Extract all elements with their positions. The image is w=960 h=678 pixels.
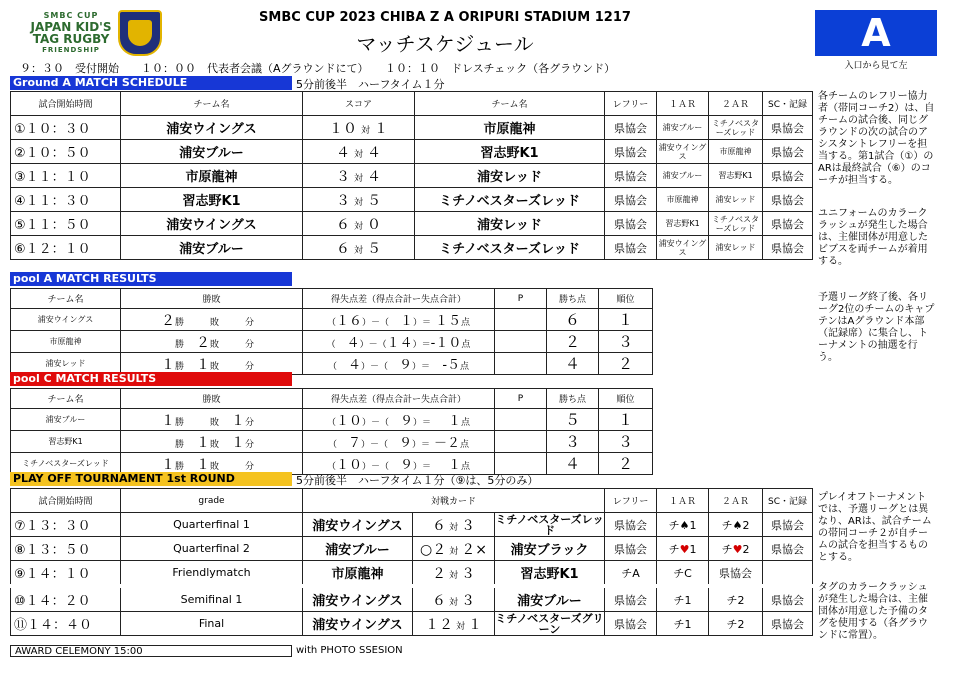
point-label: 点	[460, 362, 470, 372]
photo-session: with PHOTO SSESION	[296, 645, 403, 656]
referee: 県協会	[605, 537, 657, 561]
team-away: 浦安レッド	[415, 212, 605, 236]
score-away: １	[374, 120, 388, 137]
team-home: 市原龍神	[121, 164, 303, 188]
column-header: 得失点差（得点合計ー失点合計）	[303, 389, 495, 409]
point-difference: １	[448, 458, 462, 473]
label-lose: 敗	[209, 439, 219, 450]
vs-label: 対	[448, 597, 458, 608]
match-time: ⑦１３：３０	[11, 513, 121, 537]
point-difference-cell	[303, 409, 495, 431]
table-row	[11, 409, 653, 431]
point-label: 点	[460, 440, 470, 450]
points-for: ４	[346, 336, 360, 351]
table-row	[11, 116, 813, 140]
points-against: ９	[399, 458, 413, 473]
p-cell	[495, 409, 547, 431]
table-row	[11, 612, 813, 636]
point-difference-cell	[303, 431, 495, 453]
point-difference-cell	[303, 309, 495, 331]
team-name: 浦安ブルー	[11, 409, 121, 431]
vs-label: 対	[353, 149, 363, 160]
score-home: ６	[431, 517, 446, 534]
point-label: 点	[461, 340, 471, 350]
rank: ２	[599, 353, 653, 375]
point-difference: －２	[434, 436, 461, 451]
paren-middle: ）－（	[360, 440, 388, 450]
rank: ３	[599, 431, 653, 453]
vs-label: 対	[353, 197, 363, 208]
paren-close: ）＝	[412, 340, 431, 350]
column-header: ２ＡＲ	[709, 489, 763, 513]
schedule-table	[10, 91, 813, 260]
paren-close: ）＝	[413, 318, 432, 328]
paren-middle: ）－（	[361, 318, 389, 328]
referee: 県協会	[605, 140, 657, 164]
ground-letter: A	[815, 10, 937, 56]
grade: Semifinal 1	[121, 586, 303, 612]
rank: ３	[599, 331, 653, 353]
score-cell	[303, 164, 415, 188]
match-time: ⑩１４：２０	[11, 586, 121, 612]
playoff-table	[10, 488, 813, 636]
label-win: 勝	[174, 417, 184, 428]
pool-c-table	[10, 388, 653, 475]
column-header: チーム名	[11, 289, 121, 309]
label-lose: 敗	[209, 417, 219, 428]
paren-open: （	[326, 462, 336, 472]
scorer	[763, 561, 813, 587]
column-header: チーム名	[415, 92, 605, 116]
referee: 県協会	[605, 188, 657, 212]
assistant-referee-2: チ♥2	[709, 537, 763, 561]
score-away: １	[468, 616, 482, 633]
grade: Friendlymatch	[121, 561, 303, 587]
team-away: 浦安レッド	[415, 164, 605, 188]
column-header: grade	[121, 489, 303, 513]
score-cell	[413, 537, 495, 561]
column-header: ２ＡＲ	[709, 92, 763, 116]
score-cell	[413, 586, 495, 612]
score-cell	[413, 612, 495, 636]
column-header: チーム名	[121, 92, 303, 116]
match-time: ⑨１４：１０	[11, 561, 121, 587]
point-label: 点	[461, 462, 471, 472]
match-time: ⑪１４：４０	[11, 612, 121, 636]
match-time: ⑥１２：１０	[11, 236, 121, 260]
score-home: ４	[335, 144, 350, 161]
count-draw: １	[231, 412, 245, 429]
match-time: ③１１：１０	[11, 164, 121, 188]
pool-a-table	[10, 288, 653, 375]
score-away: ０	[367, 216, 381, 233]
count-win: １	[160, 412, 175, 429]
assistant-referee-1: 浦安ブルー	[657, 116, 709, 140]
league-points: ５	[547, 409, 599, 431]
scorer: 県協会	[763, 586, 813, 612]
rank: １	[599, 309, 653, 331]
column-header: １ＡＲ	[657, 489, 709, 513]
point-difference: １５	[435, 314, 462, 329]
score-home: ○２	[420, 541, 447, 558]
paren-middle: ）－（	[360, 362, 388, 372]
points-for: １０	[335, 458, 362, 473]
points-against: ９	[398, 358, 412, 373]
score-home: ６	[431, 592, 446, 609]
note-tag: タグのカラークラッシュが発生した場合は、主催団体が用意した予備のタグを使用する（各グラウンドに常置）。	[818, 582, 928, 641]
point-difference: -５	[442, 358, 461, 373]
paren-close: ）＝	[412, 362, 431, 372]
assistant-referee-1: チ1	[657, 612, 709, 636]
assistant-referee-2: チ2	[709, 586, 763, 612]
scorer: 県協会	[763, 164, 813, 188]
schedule-subtitle: 5分前後半 ハーフタイム１分	[296, 78, 445, 91]
paren-middle: ）－（	[359, 340, 387, 350]
paren-open: （	[326, 340, 336, 350]
logo: SMBC CUP JAPAN KID'S TAG RUGBY FRIENDSHIP	[30, 11, 112, 54]
point-difference: -１０	[430, 336, 462, 351]
score-cell	[303, 236, 415, 260]
count-win: １	[160, 456, 175, 473]
team-home: 市原龍神	[303, 561, 413, 587]
team-away: ミチノベスターズグリーン	[495, 611, 604, 636]
vs-label: 対	[353, 245, 363, 256]
grade: Final	[121, 612, 303, 636]
win-loss-cell	[121, 431, 303, 453]
assistant-referee-1: 浦安ウイングス	[657, 236, 709, 260]
assistant-referee-2: 習志野K1	[709, 164, 763, 188]
column-header: 試合開始時間	[11, 489, 121, 513]
team-away: ミチノベスターズレッド	[495, 512, 604, 537]
table-row	[11, 140, 813, 164]
scorer: 県協会	[763, 140, 813, 164]
vs-label: 対	[448, 522, 458, 533]
points-against: ９	[399, 414, 413, 429]
label-lose: 敗	[209, 461, 219, 472]
score-away: ４	[367, 168, 381, 185]
label-win: 勝	[174, 461, 184, 472]
paren-close: ）＝	[413, 418, 432, 428]
score-cell	[303, 140, 415, 164]
column-header: 勝ち点	[547, 289, 599, 309]
point-difference-cell	[303, 353, 495, 375]
score-cell	[303, 116, 415, 140]
score-home: １２	[424, 616, 453, 633]
match-time: ②１０：５０	[11, 140, 121, 164]
team-home: 浦安ウイングス	[121, 212, 303, 236]
assistant-referee-1: 市原龍神	[657, 188, 709, 212]
score-home: ３	[335, 192, 350, 209]
league-points: ２	[547, 331, 599, 353]
vs-label: 対	[360, 125, 370, 136]
column-header: 勝ち点	[547, 389, 599, 409]
label-draw: 分	[245, 417, 255, 428]
count-lose: １	[195, 456, 210, 473]
label-win: 勝	[174, 361, 184, 372]
p-cell	[495, 353, 547, 375]
assistant-referee-2: ミチノベスターズレッド	[709, 212, 763, 236]
rank: ２	[599, 453, 653, 475]
pool-a-title: pool A MATCH RESULTS	[10, 272, 292, 286]
assistant-referee-2: 浦安レッド	[709, 188, 763, 212]
scorer: 県協会	[763, 212, 813, 236]
score-cell	[413, 561, 495, 587]
paren-open: （	[326, 418, 336, 428]
referee: 県協会	[605, 513, 657, 537]
score-away: ３	[461, 517, 475, 534]
assistant-referee-2: 浦安レッド	[709, 236, 763, 260]
referee: 県協会	[605, 116, 657, 140]
team-away: 浦安ブルー	[495, 586, 605, 612]
assistant-referee-1: 浦安ウイングス	[657, 140, 709, 164]
team-away: ミチノベスターズレッド	[415, 236, 605, 260]
paren-middle: ）－（	[361, 462, 389, 472]
table-row	[11, 537, 813, 561]
table-row	[11, 309, 653, 331]
team-home: 浦安ウイングス	[303, 586, 413, 612]
page-title: SMBC CUP 2023 CHIBA Z A ORIPURI STADIUM 1217	[259, 10, 631, 25]
assistant-referee-2: 県協会	[709, 561, 763, 587]
team-home: 浦安ウイングス	[303, 612, 413, 636]
points-against: １	[399, 314, 413, 329]
label-draw: 分	[245, 339, 255, 350]
team-away: 習志野K1	[415, 140, 605, 164]
paren-open: （	[327, 362, 337, 372]
score-away: ３	[461, 592, 475, 609]
column-header: SC・記録	[763, 489, 813, 513]
score-away: ５	[367, 192, 381, 209]
label-draw: 分	[245, 317, 255, 328]
referee: 県協会	[605, 164, 657, 188]
table-row	[11, 164, 813, 188]
column-header: 順位	[599, 289, 653, 309]
count-lose: １	[195, 356, 210, 373]
label-win: 勝	[174, 339, 184, 350]
team-crest-icon	[118, 10, 162, 56]
match-time: ①１０：３０	[11, 116, 121, 140]
column-header: 勝敗	[121, 289, 303, 309]
scorer: 県協会	[763, 537, 813, 561]
pool-c-title: pool C MATCH RESULTS	[10, 372, 292, 386]
assistant-referee-1: 習志野K1	[657, 212, 709, 236]
referee: 県協会	[605, 236, 657, 260]
grade: Quarterfinal 1	[121, 513, 303, 537]
paren-open: （	[326, 318, 336, 328]
point-difference-cell	[303, 331, 495, 353]
team-home: 浦安ウイングス	[303, 513, 413, 537]
win-loss-cell	[121, 409, 303, 431]
column-header: 試合開始時間	[11, 92, 121, 116]
label-draw: 分	[245, 361, 255, 372]
ground-caption: 入口から見て左	[844, 61, 908, 71]
label-lose: 敗	[209, 339, 219, 350]
vs-label: 対	[353, 173, 363, 184]
assistant-referee-1: チ1	[657, 586, 709, 612]
assistant-referee-2: 市原龍神	[709, 140, 763, 164]
team-name: 市原龍神	[11, 331, 121, 353]
column-header: SC・記録	[763, 92, 813, 116]
p-cell	[495, 309, 547, 331]
column-header: レフリー	[605, 92, 657, 116]
table-row	[11, 236, 813, 260]
referee: 県協会	[605, 212, 657, 236]
league-points: ４	[547, 453, 599, 475]
score-home: ２	[431, 565, 446, 582]
column-header: P	[495, 389, 547, 409]
table-row	[11, 431, 653, 453]
p-cell	[495, 331, 547, 353]
team-name: ミチノベスターズレッド	[11, 453, 121, 475]
table-row	[11, 561, 813, 587]
score-cell	[303, 212, 415, 236]
points-against: １４	[386, 336, 413, 351]
assistant-referee-1: チ♠1	[657, 513, 709, 537]
p-cell	[495, 431, 547, 453]
paren-open: （	[327, 440, 337, 450]
count-win: ２	[160, 312, 175, 329]
team-home: 習志野K1	[121, 188, 303, 212]
league-points: ４	[547, 353, 599, 375]
grade: Quarterfinal 2	[121, 537, 303, 561]
match-time: ④１１：３０	[11, 188, 121, 212]
assistant-referee-2: チ2	[709, 612, 763, 636]
points-for: ７	[347, 436, 361, 451]
league-points: ６	[547, 309, 599, 331]
vs-label: 対	[455, 621, 465, 632]
vs-label: 対	[449, 546, 459, 557]
label-win: 勝	[174, 439, 184, 450]
score-away: ３	[461, 565, 475, 582]
team-away: ミチノベスターズレッド	[415, 188, 605, 212]
label-draw: 分	[245, 439, 255, 450]
score-cell	[303, 188, 415, 212]
team-away: 浦安ブラック	[495, 537, 605, 561]
note-league: 予選リーグ終了後、各リーグ2位のチームのキャプテンはAグラウンド本部（記録席）に集合し、トーナメントの抽選を行う。	[818, 292, 935, 363]
table-row	[11, 188, 813, 212]
label-draw: 分	[245, 461, 255, 472]
paren-close: ）＝	[413, 462, 432, 472]
team-name: 浦安ウイングス	[11, 309, 121, 331]
playoff-subtitle: 5分前後半 ハーフタイム１分（⑨は、5分のみ）	[296, 474, 539, 487]
score-away: ５	[367, 240, 381, 257]
team-home: 浦安ウイングス	[121, 116, 303, 140]
score-home: ３	[335, 168, 350, 185]
table-row	[11, 513, 813, 537]
assistant-referee-1: チ♥1	[657, 537, 709, 561]
count-lose: ２	[195, 334, 210, 351]
column-header: レフリー	[605, 489, 657, 513]
team-name: 習志野K1	[11, 431, 121, 453]
label-lose: 敗	[209, 317, 219, 328]
scorer: 県協会	[763, 116, 813, 140]
win-loss-cell	[121, 331, 303, 353]
referee: 県協会	[605, 612, 657, 636]
label-lose: 敗	[209, 361, 219, 372]
paren-close: ）＝	[412, 440, 431, 450]
referee: チA	[605, 561, 657, 587]
team-away: 習志野K1	[495, 561, 605, 587]
match-time: ⑧１３：５０	[11, 537, 121, 561]
points-for: ４	[347, 358, 361, 373]
assistant-referee-2: ミチノベスターズレッド	[709, 116, 763, 140]
note-referee: 各チームのレフリー協力者（帯同コーチ2）は、自チームの試合後、同じグラウンドの次の試合のアシスタントレフリーを担当する。第1試合（①）のARは最終試合（⑥）のコーチが担当する。	[818, 91, 935, 186]
playoff-title: PLAY OFF TOURNAMENT 1st ROUND	[10, 472, 292, 486]
schedule-title: Ground A MATCH SCHEDULE	[10, 76, 292, 90]
point-label: 点	[461, 418, 471, 428]
column-header: スコア	[303, 92, 415, 116]
paren-middle: ）－（	[361, 418, 389, 428]
points-for: １６	[335, 314, 362, 329]
score-home: ６	[335, 216, 350, 233]
points-against: ９	[398, 436, 412, 451]
score-home: １０	[328, 120, 357, 137]
column-header: 順位	[599, 389, 653, 409]
page-subtitle: マッチスケジュール	[356, 32, 534, 56]
column-header: 対戦カード	[303, 489, 605, 513]
column-header: 勝敗	[121, 389, 303, 409]
match-time: ⑤１１：５０	[11, 212, 121, 236]
team-away: 市原龍神	[415, 116, 605, 140]
scorer: 県協会	[763, 513, 813, 537]
table-row	[11, 212, 813, 236]
team-name: 浦安レッド	[11, 353, 121, 375]
count-lose: １	[195, 434, 210, 451]
column-header: 得失点差（得点合計ー失点合計）	[303, 289, 495, 309]
assistant-referee-1: 浦安ブルー	[657, 164, 709, 188]
table-row	[11, 331, 653, 353]
vs-label: 対	[448, 570, 458, 581]
count-draw: １	[231, 434, 245, 451]
scorer: 県協会	[763, 188, 813, 212]
score-home: ６	[335, 240, 350, 257]
label-win: 勝	[174, 317, 184, 328]
column-header: P	[495, 289, 547, 309]
award-ceremony: AWARD CELEMONY 15:00	[10, 645, 292, 657]
team-home: 浦安ブルー	[121, 236, 303, 260]
points-for: １０	[335, 414, 362, 429]
scorer: 県協会	[763, 612, 813, 636]
score-away: ４	[367, 144, 381, 161]
league-points: ３	[547, 431, 599, 453]
column-header: チーム名	[11, 389, 121, 409]
scorer: 県協会	[763, 236, 813, 260]
point-label: 点	[461, 318, 471, 328]
assistant-referee-2: チ♠2	[709, 513, 763, 537]
vs-label: 対	[353, 221, 363, 232]
win-loss-cell	[121, 309, 303, 331]
score-cell	[413, 513, 495, 537]
team-home: 浦安ブルー	[303, 537, 413, 561]
referee: 県協会	[605, 586, 657, 612]
point-difference: １	[448, 414, 462, 429]
table-row	[11, 586, 813, 612]
note-uniform: ユニフォームのカラークラッシュが発生した場合は、主催団体が用意したビブスを両チームが着用する。	[818, 208, 928, 267]
count-win: １	[160, 356, 175, 373]
note-playoff: プレイオフトーナメントでは、予選リーグとは異なり、ARは、試合チームの帯同コーチ２が自チームの試合を担当するものとする。	[818, 492, 932, 563]
team-home: 浦安ブルー	[121, 140, 303, 164]
score-away: ２×	[461, 541, 487, 558]
info-line: ９：３０ 受付開始 １０：００ 代表者会議（Aグラウンドにて） １０：１０ ドレスチェック（各グラウンド）	[20, 62, 616, 75]
assistant-referee-1: チC	[657, 561, 709, 587]
rank: １	[599, 409, 653, 431]
column-header: １ＡＲ	[657, 92, 709, 116]
